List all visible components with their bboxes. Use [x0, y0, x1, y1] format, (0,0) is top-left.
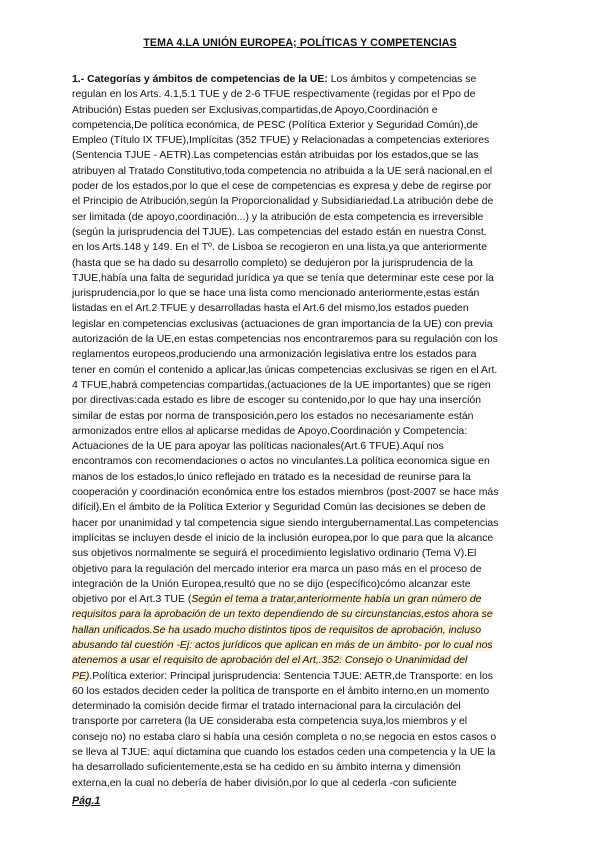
- text-line: sus objetivos normalmente se seguirá el procedimiento legislativo ordinario (Tema V).El: [72, 548, 477, 560]
- highlighted-lines: [72, 607, 532, 668]
- text-line: [72, 72, 532, 87]
- paragraph-lines: [72, 684, 532, 791]
- text-line: implícitas se incluyen desde el inicio de la inclusión europea,por lo que para que la alcance: [72, 532, 494, 544]
- text-line: en los Arts.148 y 149. En el Tº. de Lisboa se recogieron en una lista,ya que anteriormente: [72, 242, 487, 254]
- text-line: jurisprudencia,por lo que se hace una lista como mencionado anteriormente,estas están: [72, 288, 480, 300]
- page-number: Pág.1: [72, 795, 101, 807]
- text-line: 4 TFUE,habrá competencias compartidas,(actuaciones de la UE importantes) que se rigen: [72, 379, 491, 391]
- highlighted-text: PE): [72, 670, 90, 682]
- document-body: [72, 72, 532, 791]
- text-line: (hasta que se ha dado su desarrollo completo) se dedujeron por la jurisprudencia de la: [72, 257, 473, 269]
- highlighted-text: hallan unificados.Se ha usado mucho distintos tipos de requisitos de aprobación, incluso: [72, 624, 482, 636]
- text-line: tener en común el contenido a aplicar,las únicas competencias exclusivas se rigen en el Art.: [72, 364, 498, 376]
- text-segment: Los ámbitos y competencias se: [327, 74, 477, 85]
- text-line: [72, 623, 532, 638]
- text-line: consejo no) no estaba claro si había una cesión completa o no,se negocia en estos casos o: [72, 731, 497, 743]
- text-line: (según la jurisprudencia del TJUE). Las competencias del estado están en nuestra Const.: [72, 226, 487, 238]
- text-line: Atribución) Estas pueden ser Exclusivas,compartidas,de Apoyo,Coordinación e: [72, 104, 438, 116]
- text-line: cooperación y coordinación económica entre los estados miembros (post-2007 se hace más: [72, 487, 499, 499]
- text-line: el Principio de Atribución,según la Proporcionalidad y Subsidiariedad.La atribución debe de: [72, 196, 494, 208]
- text-segment: objetivo por el Art.3 TUE (: [72, 594, 192, 606]
- text-segment: .Política exterior: Principal jurisprudencia: Sentencia TJUE: AETR,de Transporte: en los: [89, 670, 493, 682]
- text-line: ser limitada (de apoyo,coordinación...) y la atribución de esta competencia es irreversible: [72, 211, 484, 223]
- text-line: legislar en competencias exclusivas (actuaciones de gran importancia de la UE) con previa: [72, 318, 493, 330]
- highlighted-text: atenemos a usar el requisito de aprobación del el Art,.352: Consejo o Unanimidad del: [72, 655, 468, 667]
- text-line: poder de los estados,por lo que el cese de competencias es expresa y debe de regirse por: [72, 181, 492, 193]
- text-line: [72, 592, 532, 607]
- text-line: regulan en los Arts. 4.1,5.1 TUE y de 2-6 TFUE respectivamente (regidas por el Ppo de: [72, 89, 476, 101]
- text-line: manos de los estados,lo único reflejado en tratado es la necesidad de reunirse para la: [72, 471, 471, 483]
- text-line: por directivas:cada estado es libre de escoger su contenido,por lo que hay una inserción: [72, 395, 482, 407]
- text-line: difícil).En el ámbito de la Política Exterior y Seguridad Común las decisiones se deben de: [72, 502, 486, 514]
- highlighted-text: requisitos para la aprobación de un texto dependiendo de su circunstancias,estos ahora se: [72, 609, 493, 621]
- text-line: listadas en el Art.2 TFUE y desarrolladas hasta el Art.6 del mismo,los estados pueden: [72, 303, 469, 315]
- highlighted-text: Según el tema a tratar,anteriormente había un gran número de: [191, 594, 482, 606]
- text-line: [72, 653, 532, 668]
- paragraph-lines: [72, 87, 532, 592]
- text-line: se lleva al TJUE: aquí dictamina que cuando los estados ceden una competencia y la UE la: [72, 747, 496, 759]
- text-line: encontramos con recomendaciones o actos no vinculantes.La política economica sigue en: [72, 456, 490, 468]
- text-line: atribuyen al Tratado Constitutivo,toda competencia no atribuida a la UE será nacional,en el: [72, 165, 493, 177]
- text-line: transporte por carretera (la UE consideraba esta competencia suya,los miembros y el: [72, 716, 468, 728]
- text-line: TJUE,había una falta de seguridad jurídica ya que se tenía que determinar este cese por la: [72, 272, 494, 284]
- highlighted-text: abusando tal cuestión -Ej: actos jurídicos que aplican en más de un ámbito- por lo cual nos: [72, 639, 493, 651]
- text-line: reglamentos europeos,produciendo una armonización legislativa entre los estados para: [72, 349, 477, 361]
- text-line: competencia,De política económica, de PESC (Política Exterior y Seguridad Común),de: [72, 119, 479, 131]
- text-line: objetivo para la regulación del mercado interior era marca un paso más en el proceso de: [72, 563, 482, 575]
- text-line: [72, 638, 532, 653]
- text-line: [72, 669, 532, 684]
- text-line: hacer por unanimidad y tal competencia sigue siendo intergubernamental.Las competencias: [72, 517, 499, 529]
- text-line: integración de la Unión Europea,resultó que no se dijo (específico)cómo alcanzar este: [72, 578, 471, 590]
- text-line: 60 los estados deciden ceder la política de transporte en el ámbito interno,en un momento: [72, 685, 490, 697]
- text-line: (Sentencia TJUE - AETR).Las competencias están atribuidas por los estados,que se las: [72, 150, 479, 162]
- text-line: similar de estas por norma de transposición,pero los estados no necesariamente están: [72, 410, 474, 422]
- document-title: TEMA 4.LA UNIÓN EUROPEA; POLÍTICAS Y COMPETENCIAS: [143, 37, 457, 49]
- text-line: armonizados entre ellos al aplicarse medidas de Apoyo,Coordinación y Competencia:: [72, 425, 468, 437]
- text-line: externa,en la cual no debería de haber división,por lo que al cederla -con suficiente: [72, 777, 457, 789]
- text-line: ha desarrollado suficientemente,esta se ha cedido en su ámbito interna y dimensión: [72, 762, 461, 774]
- text-line: determinado la comisión decide firmar el tratado internacional para la circulación del: [72, 701, 461, 713]
- text-line: Actuaciones de la UE para apoyar las políticas nacionales(Art.6 TFUE).Aquí nos: [72, 441, 444, 453]
- text-line: autorización de la UE,en estas competencias nos encontraremos para su regulación con los: [72, 334, 498, 346]
- text-line: Empleo (Título IX TFUE),Implícitas (352 TFUE) y Relacionadas a competencias exteriores: [72, 135, 490, 147]
- text-line: [72, 607, 532, 622]
- section-heading: 1.- Categorías y ámbitos de competencias de la UE:: [72, 74, 328, 85]
